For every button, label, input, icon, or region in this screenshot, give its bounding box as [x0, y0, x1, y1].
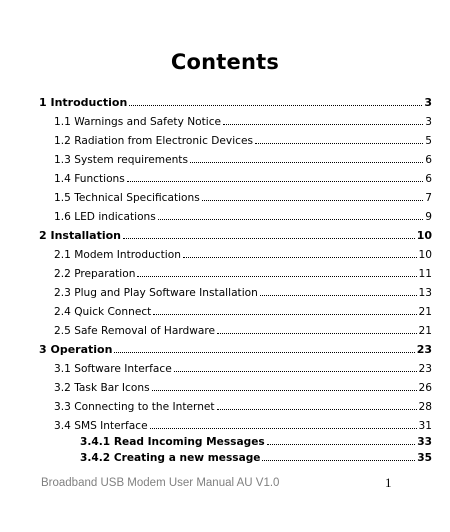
toc-leader-dots: [217, 401, 417, 410]
toc-entry-page: 11: [418, 268, 432, 280]
toc-entry-label: 3.4 SMS Interface: [54, 420, 148, 432]
toc-entry-label: 3.4.2 Creating a new message: [80, 452, 261, 464]
page-title: Contents: [170, 50, 280, 74]
toc-entry[interactable]: [39, 230, 432, 242]
toc-entry-label: 3.4.1 Read Incoming Messages: [80, 436, 265, 448]
toc-entry[interactable]: [39, 154, 432, 166]
toc-entry-label: 2.2 Preparation: [54, 268, 136, 280]
toc-entry-page: 10: [418, 249, 432, 261]
page-footer: [41, 477, 421, 489]
toc-entry-page: 23: [418, 363, 432, 375]
toc-leader-dots: [153, 306, 416, 315]
toc-entry-page: 31: [418, 420, 432, 432]
toc-entry[interactable]: [39, 135, 432, 147]
toc-leader-dots: [137, 268, 416, 277]
toc-entry-page: 33: [417, 436, 432, 448]
toc-entry-page: 10: [416, 229, 432, 242]
toc-entry-page: 3: [425, 116, 432, 128]
table-of-contents: [39, 97, 432, 464]
toc-entry[interactable]: [39, 420, 432, 432]
toc-entry-label: 2 Installation: [39, 229, 122, 242]
toc-entry-label: 3.3 Connecting to the Internet: [54, 401, 215, 413]
toc-entry-page: 5: [425, 135, 432, 147]
toc-leader-dots: [262, 452, 415, 461]
toc-entry-label: 1.4 Functions: [54, 173, 125, 185]
toc-leader-dots: [150, 420, 417, 429]
toc-entry[interactable]: [39, 287, 432, 299]
toc-leader-dots: [217, 325, 416, 334]
toc-entry[interactable]: [39, 192, 432, 204]
toc-entry-page: 9: [425, 211, 432, 223]
toc-leader-dots: [223, 116, 423, 125]
toc-entry-label: 1.2 Radiation from Electronic Devices: [54, 135, 254, 147]
toc-entry-label: 1 Introduction: [39, 96, 128, 109]
toc-entry[interactable]: [39, 344, 432, 356]
toc-leader-dots: [190, 154, 423, 163]
toc-entry-label: 1.5 Technical Specifications: [54, 192, 200, 204]
toc-entry-page: 6: [425, 154, 432, 166]
footer-text: Broadband USB Modem User Manual AU V1.0: [41, 477, 280, 489]
toc-entry-label: 1.3 System requirements: [54, 154, 188, 166]
toc-entry-label: 2.1 Modem Introduction: [54, 249, 181, 261]
toc-entry-label: 2.5 Safe Removal of Hardware: [54, 325, 216, 337]
toc-entry-page: 13: [418, 287, 432, 299]
toc-entry[interactable]: [39, 211, 432, 223]
toc-entry-label: 2.3 Plug and Play Software Installation: [54, 287, 258, 299]
toc-leader-dots: [114, 344, 414, 353]
toc-entry[interactable]: [39, 306, 432, 318]
toc-entry-label: 3.2 Task Bar Icons: [54, 382, 150, 394]
toc-entry[interactable]: [39, 325, 432, 337]
toc-entry-page: 35: [417, 452, 432, 464]
toc-leader-dots: [129, 97, 422, 106]
toc-entry-page: 28: [418, 401, 432, 413]
toc-entry-page: 21: [418, 325, 432, 337]
toc-entry[interactable]: [39, 173, 432, 185]
toc-leader-dots: [183, 249, 417, 258]
toc-entry-page: 23: [416, 343, 432, 356]
toc-leader-dots: [123, 230, 415, 239]
toc-entry[interactable]: [39, 116, 432, 128]
toc-leader-dots: [260, 287, 417, 296]
toc-leader-dots: [158, 211, 423, 220]
footer-page-number: 1: [385, 475, 392, 490]
toc-leader-dots: [267, 436, 416, 445]
toc-entry-label: 3.1 Software Interface: [54, 363, 172, 375]
toc-entry-label: 1.1 Warnings and Safety Notice: [54, 116, 222, 128]
toc-entry[interactable]: [39, 97, 432, 109]
toc-leader-dots: [255, 135, 423, 144]
toc-entry-page: 21: [418, 306, 432, 318]
toc-entry[interactable]: [39, 401, 432, 413]
toc-entry-page: 7: [425, 192, 432, 204]
toc-leader-dots: [152, 382, 417, 391]
toc-entry[interactable]: [39, 363, 432, 375]
toc-leader-dots: [202, 192, 423, 201]
toc-entry-label: 1.6 LED indications: [54, 211, 156, 223]
toc-leader-dots: [174, 363, 417, 372]
toc-entry-label: 2.4 Quick Connect: [54, 306, 152, 318]
toc-entry[interactable]: [39, 452, 432, 464]
toc-entry[interactable]: [39, 249, 432, 261]
toc-entry-page: 26: [418, 382, 432, 394]
toc-entry-label: 3 Operation: [39, 343, 113, 356]
toc-entry-page: 3: [424, 96, 432, 109]
toc-entry[interactable]: [39, 382, 432, 394]
toc-leader-dots: [127, 173, 423, 182]
toc-entry-page: 6: [425, 173, 432, 185]
toc-entry[interactable]: [39, 268, 432, 280]
toc-entry[interactable]: [39, 436, 432, 448]
